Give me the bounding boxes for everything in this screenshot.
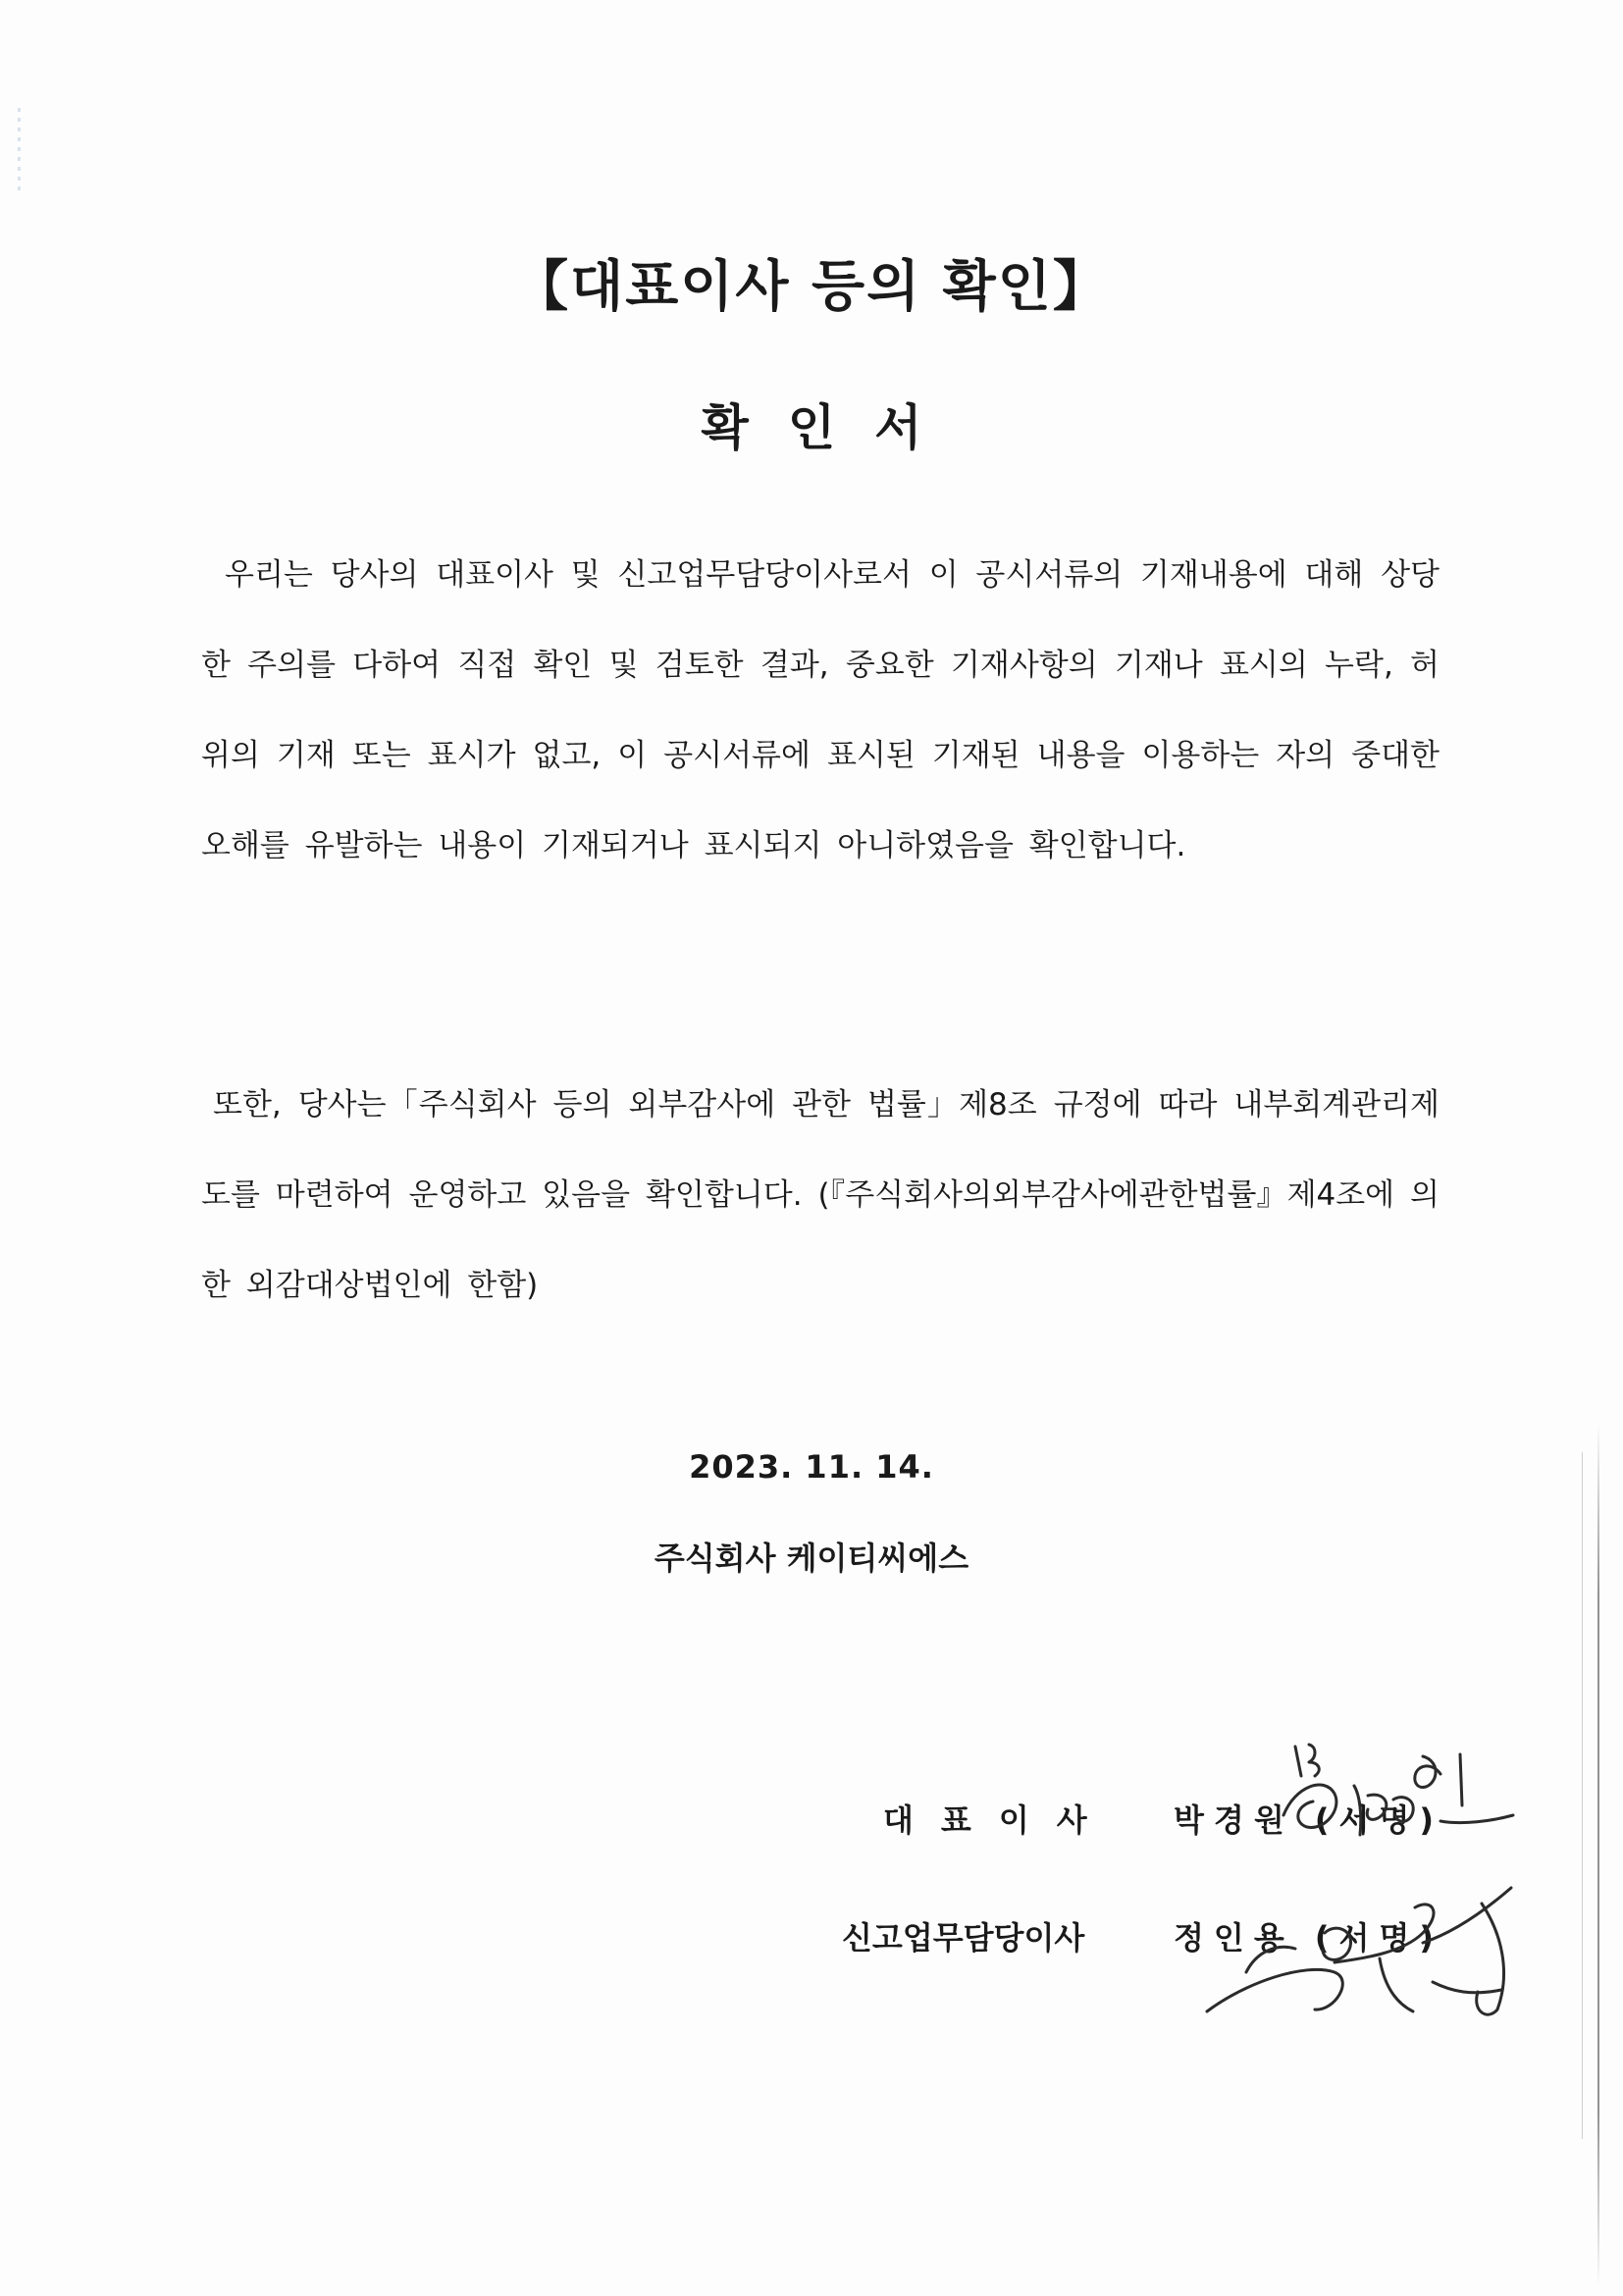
company-name: 주식회사 케이티씨에스 [654,1539,969,1577]
document-title: 【대표이사 등의 확인】 [513,255,1110,319]
signatory-name-disclosure-officer-text: 정인용 [1174,1919,1294,1957]
paragraph-confirmation: 우리는 당사의 대표이사 및 신고업무담당이사로서 이 공시서류의 기재내용에 대해 상당한 주의를 다하여 직접 확인 및 검토한 결과, 중요한 기재사항의 기재나 표시의 누락, 허위의 기재 또는 표시가 없고, 이 공시서류에 표시된 기재된 내용을 이용하는 자의 중대한 오해를 유발하는 내용이 기재되거나 표시되지 아니하였음을 확인합니다. [201,557,1440,863]
signatory-role-ceo: 대표이사 [883,1801,1115,1839]
signatory-role-disclosure-officer: 신고업무담당이사 [842,1919,1085,1957]
signatory-name-disclosure-officer [1174,1913,1443,1958]
signature-mark-disclosure-officer: (서명) [1314,1919,1443,1957]
paragraph-internal-control: 또한, 당사는「주식회사 등의 외부감사에 관한 법률」제8조 규정에 따라 내부회계관리제도를 마련하여 운영하고 있음을 확인합니다. (『주식회사의외부감사에관한법률』제4조에 의한 외감대상법인에 한함) [201,1087,1440,1303]
signatory-name-ceo [1174,1796,1443,1841]
document-subtitle: 확인서 [701,399,962,456]
signatory-name-ceo-text: 박경원 [1174,1801,1294,1839]
document-date: 2023. 11. 14. [689,1448,934,1486]
scan-artifact-left [18,108,21,196]
signature-mark-ceo: (서명) [1314,1801,1443,1839]
